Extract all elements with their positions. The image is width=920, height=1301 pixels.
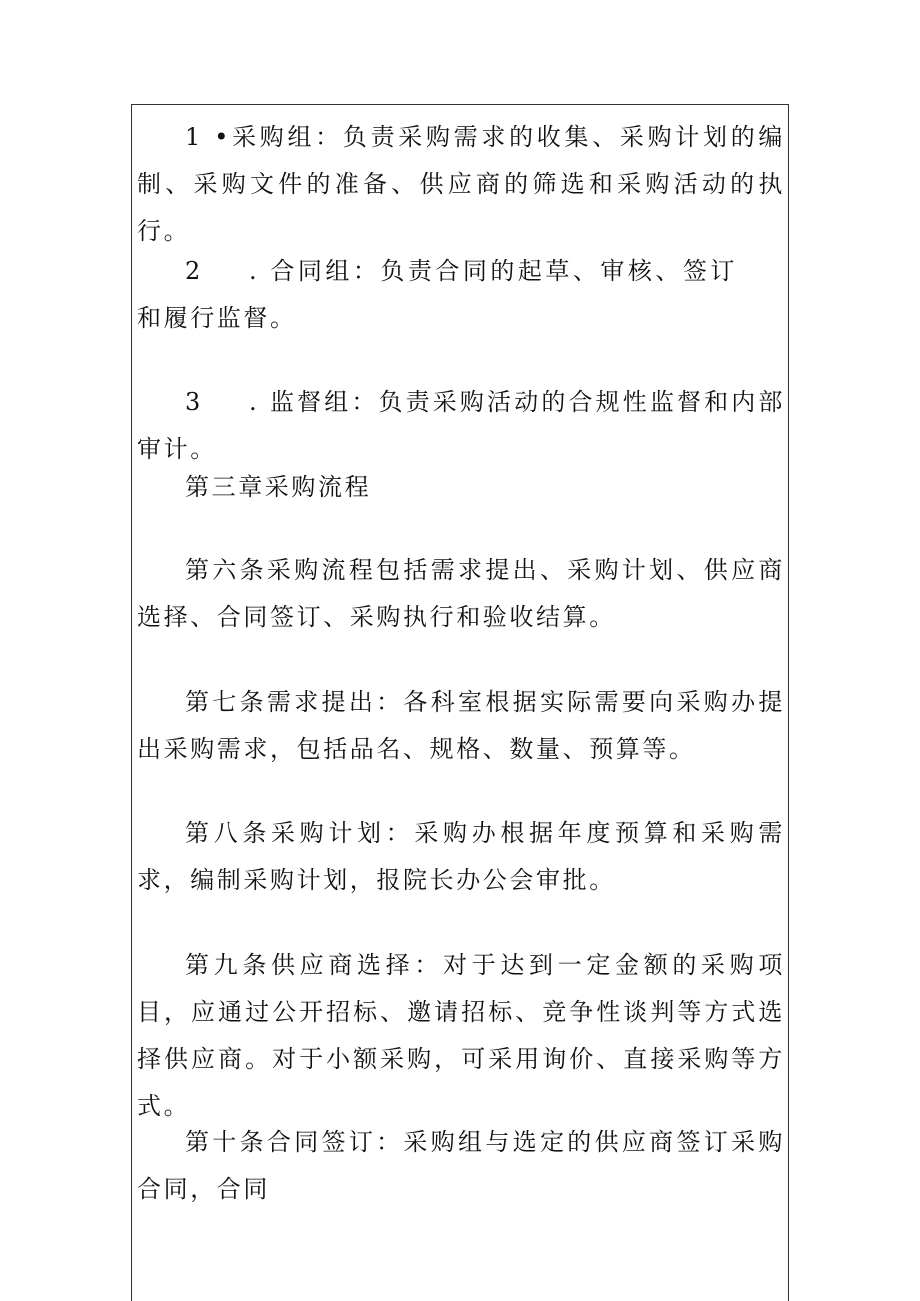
- list-item-text: . 监督组：负责采购活动的合规性监督和内部审计。: [137, 388, 785, 463]
- article-paragraph: 第九条供应商选择：对于达到一定金额的采购项目，应通过公开招标、邀请招标、竞争性谈判等方式选择供应商。对于小额采购，可采用询价、直接采购等方式。: [137, 951, 785, 1120]
- list-item-text: •采购组：负责采购需求的收集、采购计划的编制、采购文件的准备、供应商的筛选和采购活动的执行。: [137, 123, 785, 245]
- article-paragraph: 第十条合同签订：采购组与选定的供应商签订采购合同，合同: [137, 1128, 785, 1203]
- list-item: [137, 379, 785, 473]
- list-item-number: 1: [185, 123, 203, 151]
- list-item-number: 2: [185, 257, 203, 285]
- chapter-heading: 第三章采购流程: [185, 473, 372, 501]
- list-item-text: . 合同组：负责合同的起草、审核、签订和履行监督。: [137, 257, 737, 332]
- article-paragraph: 第七条需求提出：各科室根据实际需要向采购办提出采购需求，包括品名、规格、数量、预算等。: [137, 688, 785, 763]
- list-item: [137, 248, 737, 342]
- list-item: [137, 114, 785, 255]
- article-paragraph: 第六条采购流程包括需求提出、采购计划、供应商选择、合同签订、采购执行和验收结算。: [137, 556, 785, 631]
- article-paragraph: 第八条采购计划：采购办根据年度预算和采购需求，编制采购计划，报院长办公会审批。: [137, 819, 785, 894]
- list-item-number: 3: [185, 388, 203, 416]
